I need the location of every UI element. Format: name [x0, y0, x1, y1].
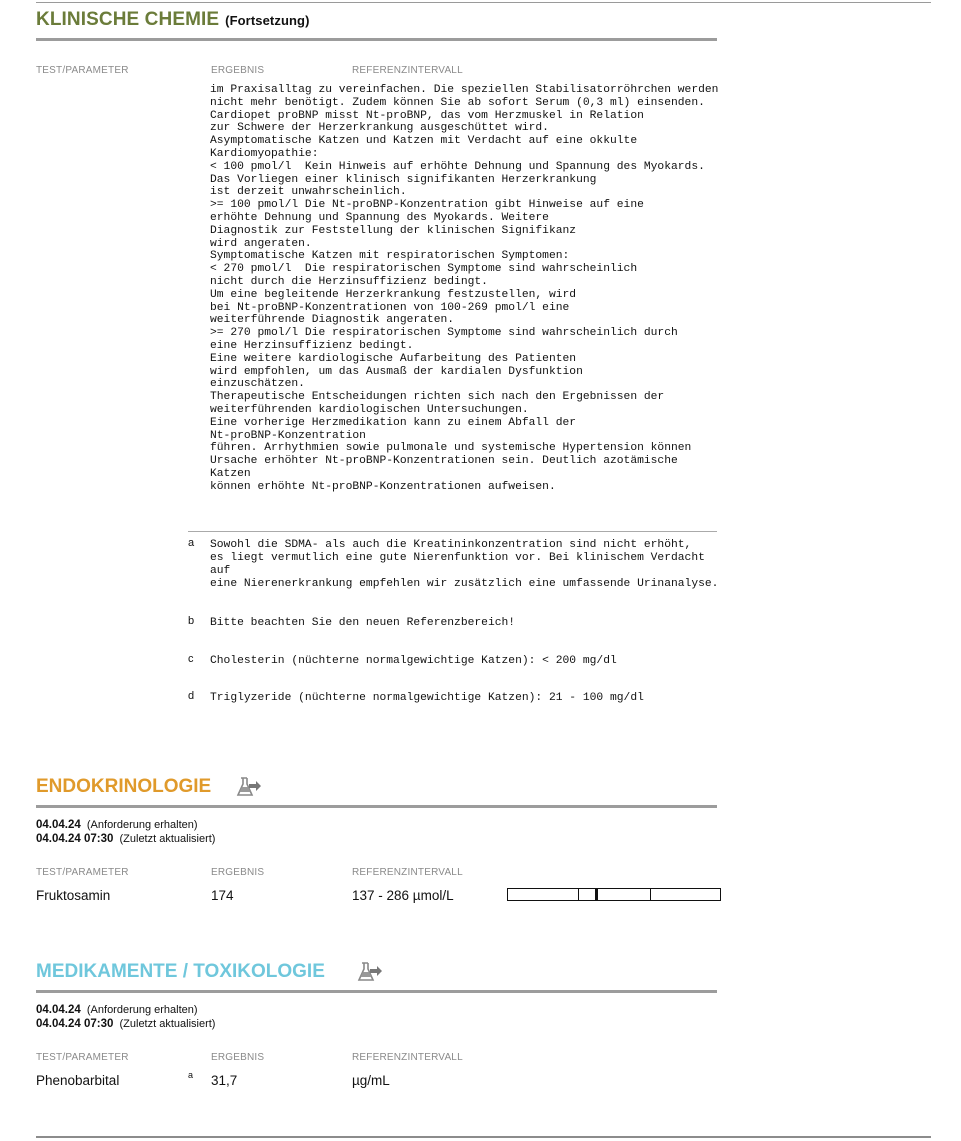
result-fruktosamin: 174 [211, 888, 234, 903]
col-header-ref: REFERENZINTERVALL [352, 65, 463, 76]
comment-line: Kardiomyopathie: [210, 147, 319, 160]
comment-line: Eine weitere kardiologische Aufarbeitung des Patienten [210, 352, 577, 365]
dates-medikamente [36, 1003, 215, 1031]
comment-line: Cardiopet proBNP misst Nt-proBNP, das vom Herzmuskel in Relation [210, 109, 644, 122]
bottom-rule [36, 1136, 931, 1138]
section-subtitle: (Fortsetzung) [225, 13, 310, 28]
probnp-comment-block [210, 84, 718, 494]
comment-line: Therapeutische Entscheidungen richten sich nach den Ergebnissen der [210, 391, 665, 404]
footnote-line: Sowohl die SDMA- als auch die Kreatininkonzentration sind nicht erhöht, [210, 539, 692, 551]
col-header-ref: REFERENZINTERVALL [352, 1052, 463, 1063]
footnote-line: Cholesterin (nüchterne normalgewichtige Katzen): < 200 mg/dl [210, 655, 617, 667]
comment-line: im Praxisalltag zu vereinfachen. Die speziellen Stabilisatorröhrchen werden [210, 84, 719, 96]
col-header-test: TEST/PARAMETER [36, 65, 129, 76]
date-received: 04.04.24 [36, 819, 81, 831]
notes-divider [188, 531, 717, 532]
comment-line: nicht mehr benötigt. Zudem können Sie ab sofort Serum (0,3 ml) einsenden. [210, 96, 705, 109]
footnote-text [210, 617, 515, 630]
comment-line: >= 270 pmol/l Die respiratorischen Symptome sind wahrscheinlich durch [210, 327, 678, 340]
comment-line: zur Schwere der Herzerkrankung ausgeschüttet wird. [210, 122, 549, 135]
footnote-mark: a [188, 537, 195, 549]
section-rule [36, 805, 717, 808]
comment-line: einzuschätzen. [210, 378, 305, 391]
comment-line: wird angeraten. [210, 237, 312, 250]
footnote-line: auf [210, 565, 231, 577]
section-title-endokrinologie: ENDOKRINOLOGIE [36, 776, 212, 797]
date-received-label: (Anforderung erhalten) [86, 1004, 198, 1016]
col-header-result: ERGEBNIS [211, 65, 265, 76]
comment-line: Symptomatische Katzen mit respiratorischen Symptomen: [210, 250, 570, 263]
footnote-mark: d [188, 690, 195, 702]
date-updated: 04.04.24 07:30 [36, 1018, 114, 1030]
comment-line: nicht durch die Herzinsuffizienz bedingt. [210, 275, 488, 288]
footnote-line: Bitte beachten Sie den neuen Referenzbereich! [210, 617, 516, 629]
footnote-mark: b [188, 615, 195, 627]
comment-line: Asymptomatische Katzen und Katzen mit Verdacht auf eine okkulte [210, 135, 638, 148]
col-header-test: TEST/PARAMETER [36, 867, 129, 878]
section-rule [36, 990, 717, 993]
col-header-result: ERGEBNIS [211, 867, 265, 878]
reference-range-bar [507, 888, 721, 901]
section-title-klinische-chemie [36, 9, 310, 31]
footnote-text [210, 692, 644, 705]
footnote-line: eine Nierenerkrankung empfehlen wir zusätzlich eine umfassende Urinanalyse. [210, 578, 719, 590]
ref-fruktosamin: 137 - 286 µmol/L [352, 888, 454, 903]
section-title-text: KLINISCHE CHEMIE [36, 9, 220, 30]
footnote-mark: a [188, 1070, 194, 1080]
date-received-label: (Anforderung erhalten) [86, 819, 198, 831]
col-header-test: TEST/PARAMETER [36, 1052, 129, 1063]
footnote-text [210, 655, 617, 668]
comment-line: können erhöhte Nt-proBNP-Konzentrationen aufweisen. [210, 480, 556, 493]
flask-arrow-icon [236, 776, 262, 798]
comment-line: weiterführende Diagnostik angeraten. [210, 314, 455, 327]
ref-phenobarbital: µg/mL [352, 1073, 390, 1088]
comment-line: wird empfohlen, um das Ausmaß der kardialen Dysfunktion [210, 365, 583, 378]
col-header-ref: REFERENZINTERVALL [352, 867, 463, 878]
comment-line: ist derzeit unwahrscheinlich. [210, 186, 407, 199]
date-updated-label: (Zuletzt aktualisiert) [119, 833, 216, 845]
value-marker [595, 889, 598, 900]
section-title-medikamente: MEDIKAMENTE / TOXIKOLOGIE [36, 961, 325, 982]
date-updated: 04.04.24 07:30 [36, 833, 114, 845]
result-phenobarbital: 31,7 [211, 1073, 238, 1088]
comment-line: führen. Arrhythmien sowie pulmonale und systemische Hypertension können [210, 442, 692, 455]
footnote-line: Triglyzeride (nüchterne normalgewichtige Katzen): 21 - 100 mg/dl [210, 692, 644, 704]
range-high-marker [650, 889, 651, 900]
comment-line: Eine vorherige Herzmedikation kann zu einem Abfall der [210, 416, 577, 429]
comment-line: Um eine begleitende Herzerkrankung festzustellen, wird [210, 288, 577, 301]
top-rule [36, 2, 931, 3]
footnote-mark: c [188, 653, 194, 665]
comment-line: erhöhte Dehnung und Spannung des Myokards. Weitere [210, 211, 549, 224]
footnote-text [210, 539, 718, 591]
dates-endokrinologie [36, 818, 215, 846]
flask-arrow-icon [357, 961, 383, 983]
footnote-line: es liegt vermutlich eine gute Nierenfunktion vor. Bei klinischem Verdacht [210, 552, 705, 564]
comment-line: bei Nt-proBNP-Konzentrationen von 100-269 pmol/l eine [210, 301, 570, 314]
date-updated-label: (Zuletzt aktualisiert) [119, 1018, 216, 1030]
comment-line: < 100 pmol/l Kein Hinweis auf erhöhte Dehnung und Spannung des Myokards. [210, 160, 705, 173]
test-name-fruktosamin: Fruktosamin [36, 888, 111, 903]
comment-line: eine Herzinsuffizienz bedingt. [210, 339, 414, 352]
comment-line: Diagnostik zur Feststellung der klinischen Signifikanz [210, 224, 577, 237]
comment-line: < 270 pmol/l Die respiratorischen Symptome sind wahrscheinlich [210, 263, 638, 276]
range-low-marker [578, 889, 579, 900]
test-name-phenobarbital: Phenobarbital [36, 1073, 120, 1088]
comment-line: Nt-proBNP-Konzentration [210, 429, 366, 442]
section-rule [36, 38, 717, 41]
comment-line: Das Vorliegen einer klinisch signifikanten Herzerkrankung [210, 173, 597, 186]
comment-line: Katzen [210, 467, 251, 480]
col-header-result: ERGEBNIS [211, 1052, 265, 1063]
date-received: 04.04.24 [36, 1004, 81, 1016]
comment-line: Ursache erhöhter Nt-proBNP-Konzentrationen sein. Deutlich azotämische [210, 455, 678, 468]
comment-line: weiterführenden kardiologischen Untersuchungen. [210, 403, 529, 416]
comment-line: >= 100 pmol/l Die Nt-proBNP-Konzentration gibt Hinweise auf eine [210, 199, 644, 212]
